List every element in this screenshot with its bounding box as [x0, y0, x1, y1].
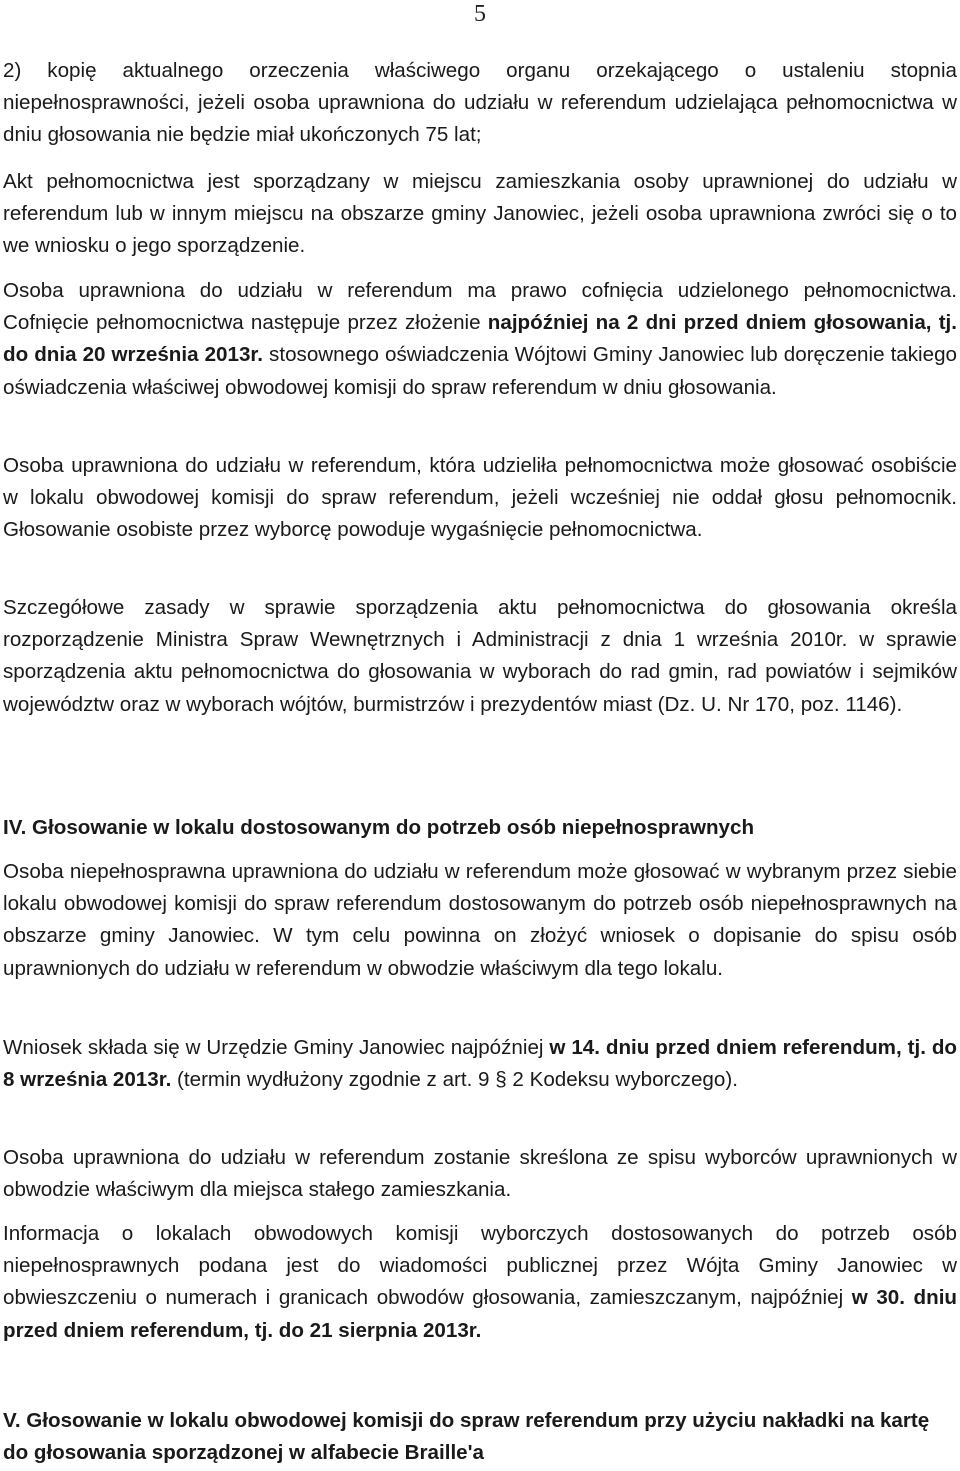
- deadline-bold: w 14. dniu przed dniem referendum, tj. do 8 września 2013r.: [3, 1036, 957, 1092]
- section-heading-v: [3, 1405, 957, 1469]
- paragraph-proxy-place: [3, 166, 957, 263]
- paragraph-removal: [3, 1142, 957, 1206]
- paragraph-text: Wniosek składa się w Urzędzie Gminy Janowiec najpóźniej w 14. dniu przed dniem referendum, tj. do 8 września 2013r. (termin wydłużony zgodnie z art. 9 § 2 Kodeksu wyborczego).: [3, 1036, 957, 1092]
- paragraph-text: Szczegółowe zasady w sprawie sporządzenia aktu pełnomocnictwa do głosowania określa rozporządzenie Ministra Spraw Wewnętrznych i Administracji z dnia 1 września 2010r. w sprawie sporządzenia aktu pełnomocnictwa do głosowania w wyborach do rad gmin, rad powiatów i sejmików województw oraz w wyborach wójtów, burmistrzów i prezydentów miast (Dz. U. Nr 170, poz. 1146).: [3, 596, 957, 716]
- section-heading-iv: [3, 812, 957, 844]
- paragraph-text: 2) kopię aktualnego orzeczenia właściwego organu orzekającego o ustaleniu stopnia niepełnosprawności, jeżeli osoba uprawniona do udziału w referendum udzielająca pełnomocnictwa w dniu głosowania nie będzie miał ukończonych 75 lat;: [3, 59, 957, 147]
- paragraph-proxy-document: [3, 55, 957, 152]
- paragraph-proxy-revocation: [3, 275, 957, 404]
- paragraph-disabled-voting: [3, 856, 957, 985]
- paragraph-information: [3, 1218, 957, 1347]
- section-heading: IV. Głosowanie w lokalu dostosowanym do potrzeb osób niepełnosprawnych: [3, 816, 755, 839]
- deadline-bold: w 30. dniu przed dniem referendum, tj. do 21 sierpnia 2013r.: [3, 1286, 957, 1342]
- paragraph-text: Akt pełnomocnictwa jest sporządzany w miejscu zamieszkania osoby uprawnionej do udziału w referendum lub w innym miejscu na obszarze gminy Janowiec, jeżeli osoba uprawniona zwróci się o to we wniosku o jego sporządzenie.: [3, 170, 957, 258]
- paragraph-text: Osoba uprawniona do udziału w referendum, która udzieliła pełnomocnictwa może głosować osobiście w lokalu obwodowej komisji do spraw referendum, jeżeli wcześniej nie oddał głosu pełnomocnik. Głosowanie osobiste przez wyborcę powoduje wygaśnięcie pełnomocnictwa.: [3, 454, 957, 542]
- paragraph-regulation: [3, 592, 957, 721]
- paragraph-text: Osoba uprawniona do udziału w referendum ma prawo cofnięcia udzielonego pełnomocnictwa. Cofnięcie pełnomocnictwa następuje przez złożenie najpóźniej na 2 dni przed dniem głosowania, tj. do dnia 20 września 2013r. stosownego oświadczenia Wójtowi Gminy Janowiec lub doręczenie takiego oświadczenia właściwej obwodowej komisji do spraw referendum w dniu głosowania.: [3, 279, 957, 399]
- deadline-bold: najpóźniej na 2 dni przed dniem głosowania, tj. do dnia 20 września 2013r.: [3, 311, 957, 367]
- paragraph-application: [3, 1032, 957, 1096]
- section-heading: V. Głosowanie w lokalu obwodowej komisji do spraw referendum przy użyciu nakładki na kartę do głosowania sporządzonej w alfabecie Braille'a: [3, 1409, 930, 1465]
- page-number: 5: [474, 1, 486, 27]
- paragraph-text: Osoba uprawniona do udziału w referendum zostanie skreślona ze spisu wyborców uprawnionych w obwodzie właściwym dla miejsca stałego zamieszkania.: [3, 1146, 957, 1202]
- paragraph-personal-vote: [3, 450, 957, 547]
- paragraph-text: Informacja o lokalach obwodowych komisji wyborczych dostosowanych do potrzeb osób niepełnosprawnych podana jest do wiadomości publicznej przez Wójta Gminy Janowiec w obwieszczeniu o numerach i granicach obwodów głosowania, zamieszczanym, najpóźniej w 30. dniu przed dniem referendum, tj. do 21 sierpnia 2013r.: [3, 1222, 957, 1342]
- paragraph-text: Osoba niepełnosprawna uprawniona do udziału w referendum może głosować w wybranym przez siebie lokalu obwodowej komisji do spraw referendum dostosowanym do potrzeb osób niepełnosprawnych na obszarze gminy Janowiec. W tym celu powinna on złożyć wniosek o dopisanie do spisu osób uprawnionych do udziału w referendum w obwodzie właściwym dla tego lokalu.: [3, 860, 957, 980]
